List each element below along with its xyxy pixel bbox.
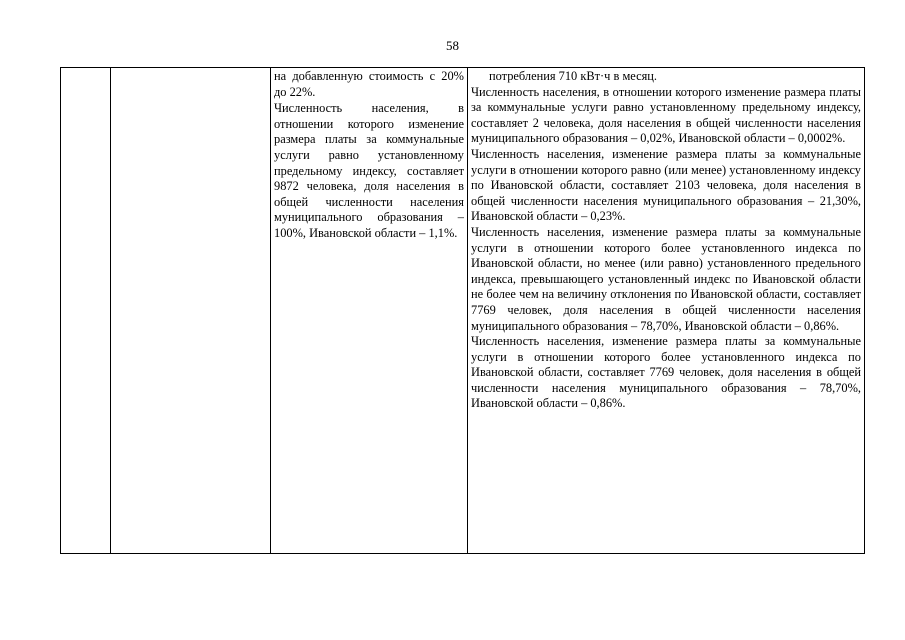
- cell-paragraph: Численность населения, в отношении которого изменение размера платы за коммунальные услуги равно установленному предельному индексу, составляет 2 человека, доля населения в общей численности населения муниципального образования – 0,02%, Ивановской области – 0,0002%.: [471, 84, 861, 146]
- cell-paragraph: Численность населения, изменение размера платы за коммунальные услуги в отношении которого более установленного индекса по Ивановской области, но менее (или равно) установленного предельного индекса, превышающего установленный индекс по Ивановской области не более чем на величину отклонения по Ивановской области, составляет 7769 человек, доля населения в общей численности населения муниципального образования – 78,70%, Ивановской области – 0,86%.: [471, 224, 861, 333]
- cell-paragraph: Численность населения, в отношении которого изменение размера платы за коммунальные услуги равно установленному предельному индексу, составляет 9872 человека, доля населения в общей численности населения муниципального образования – 100%, Ивановской области – 1,1%.: [274, 101, 464, 240]
- cell-paragraph: потребления 710 кВт·ч в месяц.: [489, 69, 658, 83]
- page-number: 58: [446, 38, 459, 53]
- table-cell-col4: [468, 68, 865, 554]
- document-table: [60, 67, 865, 554]
- table-cell-col1: [61, 68, 111, 554]
- cell-paragraph: Численность населения, изменение размера платы за коммунальные услуги в отношении которого равно (или менее) установленному индексу по Ивановской области, составляет 2103 человека, доля населения в общей численности населения муниципального образования – 21,30%, Ивановской области – 0,23%.: [471, 146, 861, 224]
- cell-paragraph: на добавленную стоимость с 20% до 22%.: [274, 69, 464, 99]
- table-row: [61, 68, 865, 554]
- table-cell-col2: [111, 68, 271, 554]
- cell-paragraph: Численность населения, изменение размера платы за коммунальные услуги в отношении которого более установленного индекса по Ивановской области, составляет 7769 человек, доля населения в общей численности населения муниципального образования – 78,70%, Ивановской области – 0,86%.: [471, 334, 861, 411]
- table-cell-col3: [271, 68, 468, 554]
